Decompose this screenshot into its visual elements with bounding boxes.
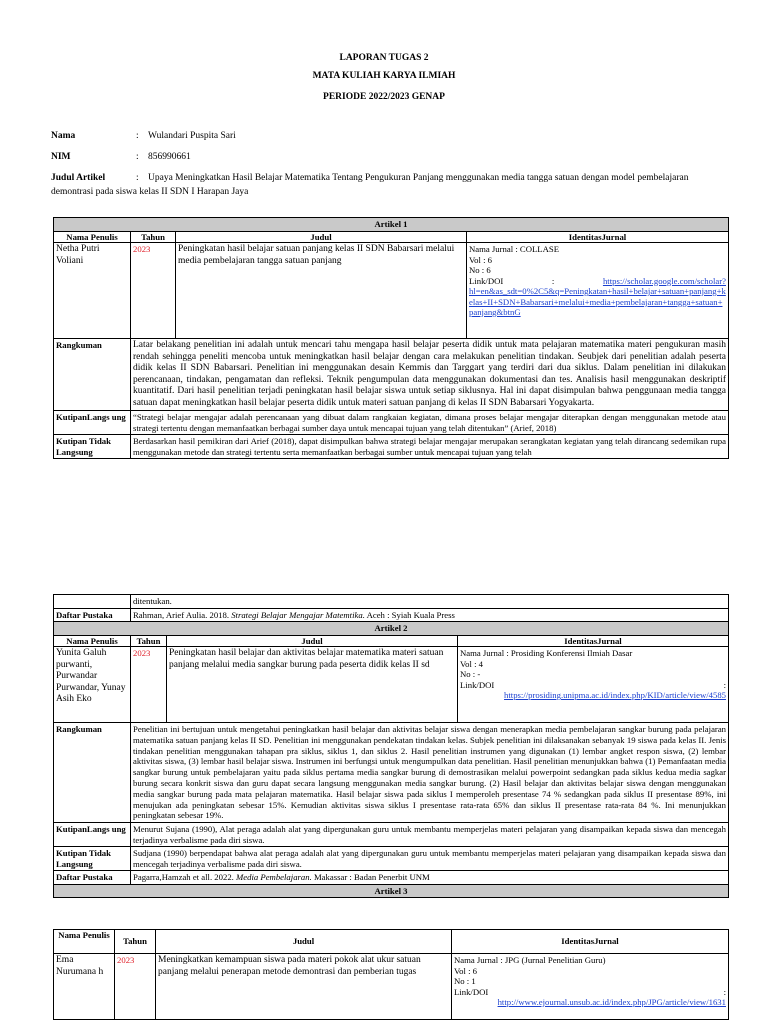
doi-label: Link/DOI [469,275,504,286]
artikel-2-tahun: 2023 [131,647,167,723]
jurnal-vol: Vol : 4 [460,658,484,669]
report-title: LAPORAN TUGAS 2 [339,53,429,63]
jurnal-vol: Vol : 6 [454,965,478,976]
daftar-pustaka-label: Daftar Pustaka [54,608,131,622]
artikel-2-kutipan-langsung: Menurut Sujana (1990), Alat peraga adalah alat yang dipergunakan guru untuk membantu memperjelas materi pelajaran yang disampaikan kepada siswa dan mencegah terjadinya verbalisme pada diri siswa. [131,823,729,847]
artikel-1-rangkuman: Latar belakang penelitian ini adalah untuk mencari tahu mengapa hasil belajar peserta didik untuk mata pelajaran matematika materi pengukuran masih rendah sehingga peneliti mencoba untuk meningkatkan hasil belajar dengan cara melakukan penelitian tindakan. Seubjek dari penelitian adalah peserta didik kelas II SDN Babarsari. Penelitian ini menggunakan desain Kemmis dan Targgart yang terdiri dari dua siklus. Dalam penelitian ini dilakukan perencanaan, tindakan, pengamatan dan refleksi. Teknik pengumpulan data menggunakan dokumentasi dan tes. Analisis hasil menggunakan deskriptif kuantitatif. Dari hasil penelitian terjadi peningkatan hasil belajar siswa untuk setiap siklusnya. Hal ini dapat disimpulan bahwa penggunaan media tangga satuan dapat meningkatkan hasil belajar peserta didik untuk materi satuan panjang di kelas II SDN Babarsari Yogyakarta. [131,339,729,411]
pustaka-book-title: Strategi Belajar Mengajar Matemtika. [231,609,365,620]
artikel-2-kutipan-tidak: Sudjana (1990) berpendapat bahwa alat peraga adalah alat yang dipergunakan guru untuk membantu memperjelas materi pelajaran yang disampaikan kepada siswa dan mencegah terjadinya verbalisme pada diri siswa. [131,847,729,871]
artikel-1-table [53,217,729,459]
artikel-1-kutipan-tidak: Berdasarkan hasil pemikiran dari Arief (2018), dapat disimpulkan bahwa strategi belajar mengajar merupakan serangkatan kegiatan yang telah dirancang sedemikan rupa menggunakan metode dan strategi tertentu serta memanfaatkan berbagai sumber untuk mencapai tujuan yang telah [131,435,729,459]
artikel-1-kutipan-langsung: “Strategi belajar mengajar adalah perencanaan yang dibuat dalam rangkaian kegiatan, dimana proses belajar mengajar diterapkan dengan menggunakan metode atau strategi tertentu dengan memanfaatkan berbagai sumber daya untuk mencapai tujuan yang telah ditentukan” (Arief, 2018) [131,411,729,435]
artikel-1-tahun: 2023 [131,243,176,339]
artikel-1-heading: Artikel 1 [54,218,729,232]
jurnal-no: No : - [460,669,481,679]
pustaka-text: Pagarra,Hamzah et all. 2022. [133,872,237,883]
doi-link[interactable]: https://prosiding.unipma.ac.id/index.php/KID/article/view/4585 [504,690,727,700]
kutipan-tidak-label: Kutipan Tidak Langsung [54,847,131,871]
artikel-1-kutipan-tidak-cont: ditentukan. [131,595,729,609]
artikel-2-pustaka [131,871,729,885]
colon: : [551,275,555,286]
colon: : [136,152,139,162]
nama-label: Nama [51,131,76,141]
continuation-spacer [54,595,131,609]
col-tahun: Tahun [131,635,167,647]
col-judul: Judul [167,635,458,647]
course-title: MATA KULIAH KARYA ILMIAH [312,71,456,81]
artikel-2-judul: Peningkatan hasil belajar dan aktivitas belajar matematika materi satuan panjang melalui media sangkar burung pada peserta didik kelas II sd [167,647,458,723]
page-2 [0,592,768,1024]
doi-link-start[interactable]: https://scholar.google.com/scholar? [602,275,726,286]
rangkuman-label: Rangkuman [54,339,131,411]
nim-value: 856990661 [148,152,191,162]
kutipan-tidak-label: Kutipan Tidak Langsung [54,435,131,459]
col-nama-penulis: Nama Penulis [54,231,131,243]
artikel-3-identitas [452,954,729,1020]
doi-label: Link/DOI [460,679,495,690]
nama-value: Wulandari Puspita Sari [148,131,236,141]
colon: : [723,679,727,690]
col-tahun: Tahun [115,930,156,954]
rangkuman-label: Rangkuman [54,723,131,823]
artikel-1-judul: Peningkatan hasil belajar satuan panjang kelas II SDN Babarsari melalui media pembelajaran tangga satuan panjang [176,243,467,339]
artikel-2-table [53,594,729,898]
pustaka-publisher: Aceh : Syiah Kuala Press [364,609,455,620]
jurnal-name: Nama Jurnal : COLLASE [469,244,559,254]
colon: : [723,986,726,997]
doi-line [460,680,726,691]
jurnal-vol: Vol : 6 [469,254,493,265]
col-judul: Judul [176,231,467,243]
col-judul: Judul [156,930,452,954]
colon: : [136,173,139,183]
period-title: PERIODE 2022/2023 GENAP [323,92,445,102]
artikel-1-pustaka [131,608,729,622]
judul-row [51,171,721,199]
jurnal-no: No : 1 [454,976,476,986]
jurnal-no: No : 6 [469,265,491,275]
artikel-2-heading: Artikel 2 [54,622,729,636]
col-nama-penulis: Nama Penulis [54,930,115,954]
jurnal-name: Nama Jurnal : Prosiding Konferensi Ilmiah Dasar [460,648,633,658]
col-identitas: IdentitasJurnal [452,930,729,954]
col-tahun: Tahun [131,231,176,243]
jurnal-name: Nama Jurnal : JPG (Jurnal Penelitian Guru) [454,955,606,965]
daftar-pustaka-label: Daftar Pustaka [54,871,131,885]
artikel-3-penulis: Ema Nurumana h [54,954,115,1020]
pustaka-book-title: Media Pembelajaran. [236,872,312,883]
artikel-1-identitas [467,243,729,339]
nim-label: NIM [51,152,71,162]
col-nama-penulis: Nama Penulis [54,635,131,647]
judul-label: Judul Artikel [51,173,106,183]
pustaka-publisher: Makassar : Badan Penerbit UNM [311,872,430,883]
artikel-3-tahun: 2023 [115,954,156,1020]
doi-link-rest[interactable]: hl=en&as_sdt=0%2C5&q=Peningkatan+hasil+belajar+satuan+panjang+kelas+II+SDN+Babarsari+melalui+media+pembelajaran+tangga+satuan+panjang&btnG [469,286,726,317]
artikel-2-identitas [458,647,729,723]
col-identitas: IdentitasJurnal [458,635,729,647]
artikel-3-heading: Artikel 3 [54,884,729,898]
colon: : [136,131,139,141]
artikel-2-rangkuman: Penelitian ini bertujuan untuk mengetahui peningkatkan hasil belajar dan aktivitas belajar siswa dengan menerapkan media pembelajaran sangkar burung pada pelajaran matematika satuan panjang kelas II SD. Penelitian ini menggunakan pendekatan tindakan kelas. Subjek penelitian ini dilaksanakan sebanyak 19 siswa pada kelas II. Jenis tindakan penelitian menggunakan tahapan pra siklus, siklus 1, dan siklus 2. Hasil penelitian instrumen yang digunakan (1) lembar angket respon siswa, (2) lembar aktivitas siswa, (3) lembar hasil belajar siswa. Instrumen ini berfungsi untuk mengumpulkan data penelitian. Hasil penelitian menunjukkan bahwa (1) Pemanfaatan media sangkar burung untuk pembelajaran yaitu pada siklus pertama media sangkar burung di demostrasikan melalui powerpoint sedangkan pada siklus kedua media sagkar burung secara konkrit siswa dan guru dapat secara langsung menggunakan media sangkar burung. (2) Hasil belajar dan aktivitas belajar siswa dengan menggunakan media sangkar burung pada mata pelajaran matematika. Hasil belajar siswa pada siklus I memperoleh presentase 74 % sedangkan pada siklus II presentase 89%, ini menujukan ada peningkatan sebesar 15%. Kemudian aktivitas siswa siklus I presentase rata-rata 65% dan siklus II presentase rata-rata 84 %. Ini menunjukkan peningkatan sebesar 19%. [131,723,729,823]
artikel-3-judul: Meningkatkan kemampuan siswa pada materi pokok alat ukur satuan panjang melalui penerapan metode demontrasi dan pemberian tugas [156,954,452,1020]
doi-line [469,276,726,287]
artikel-2-penulis: Yunita Galuh purwanti, Purwandar Purwandar, Yunay Asih Eko [54,647,131,723]
col-identitas: IdentitasJurnal [467,231,729,243]
kutipan-langsung-label: KutipanLangs ung [54,823,131,847]
artikel-1-penulis: Netha Putri Voliani [54,243,131,339]
artikel-3-table [53,929,729,1020]
judul-value: Upaya Meningkatkan Hasil Belajar Matematika Tentang Pengukuran Panjang menggunakan media tangga satuan dengan model pembelajaran demontrasi pada siswa kelas II SDN I Harapan Jaya [51,173,689,197]
doi-label: Link/DOI [454,986,489,997]
pustaka-text: Rahman, Arief Aulia. 2018. [133,609,232,620]
doi-link[interactable]: http://www.ejournal.unsub.ac.id/index.php/JPG/article/view/1631 [497,997,726,1007]
doi-line [454,987,726,998]
kutipan-langsung-label: KutipanLangs ung [54,411,131,435]
